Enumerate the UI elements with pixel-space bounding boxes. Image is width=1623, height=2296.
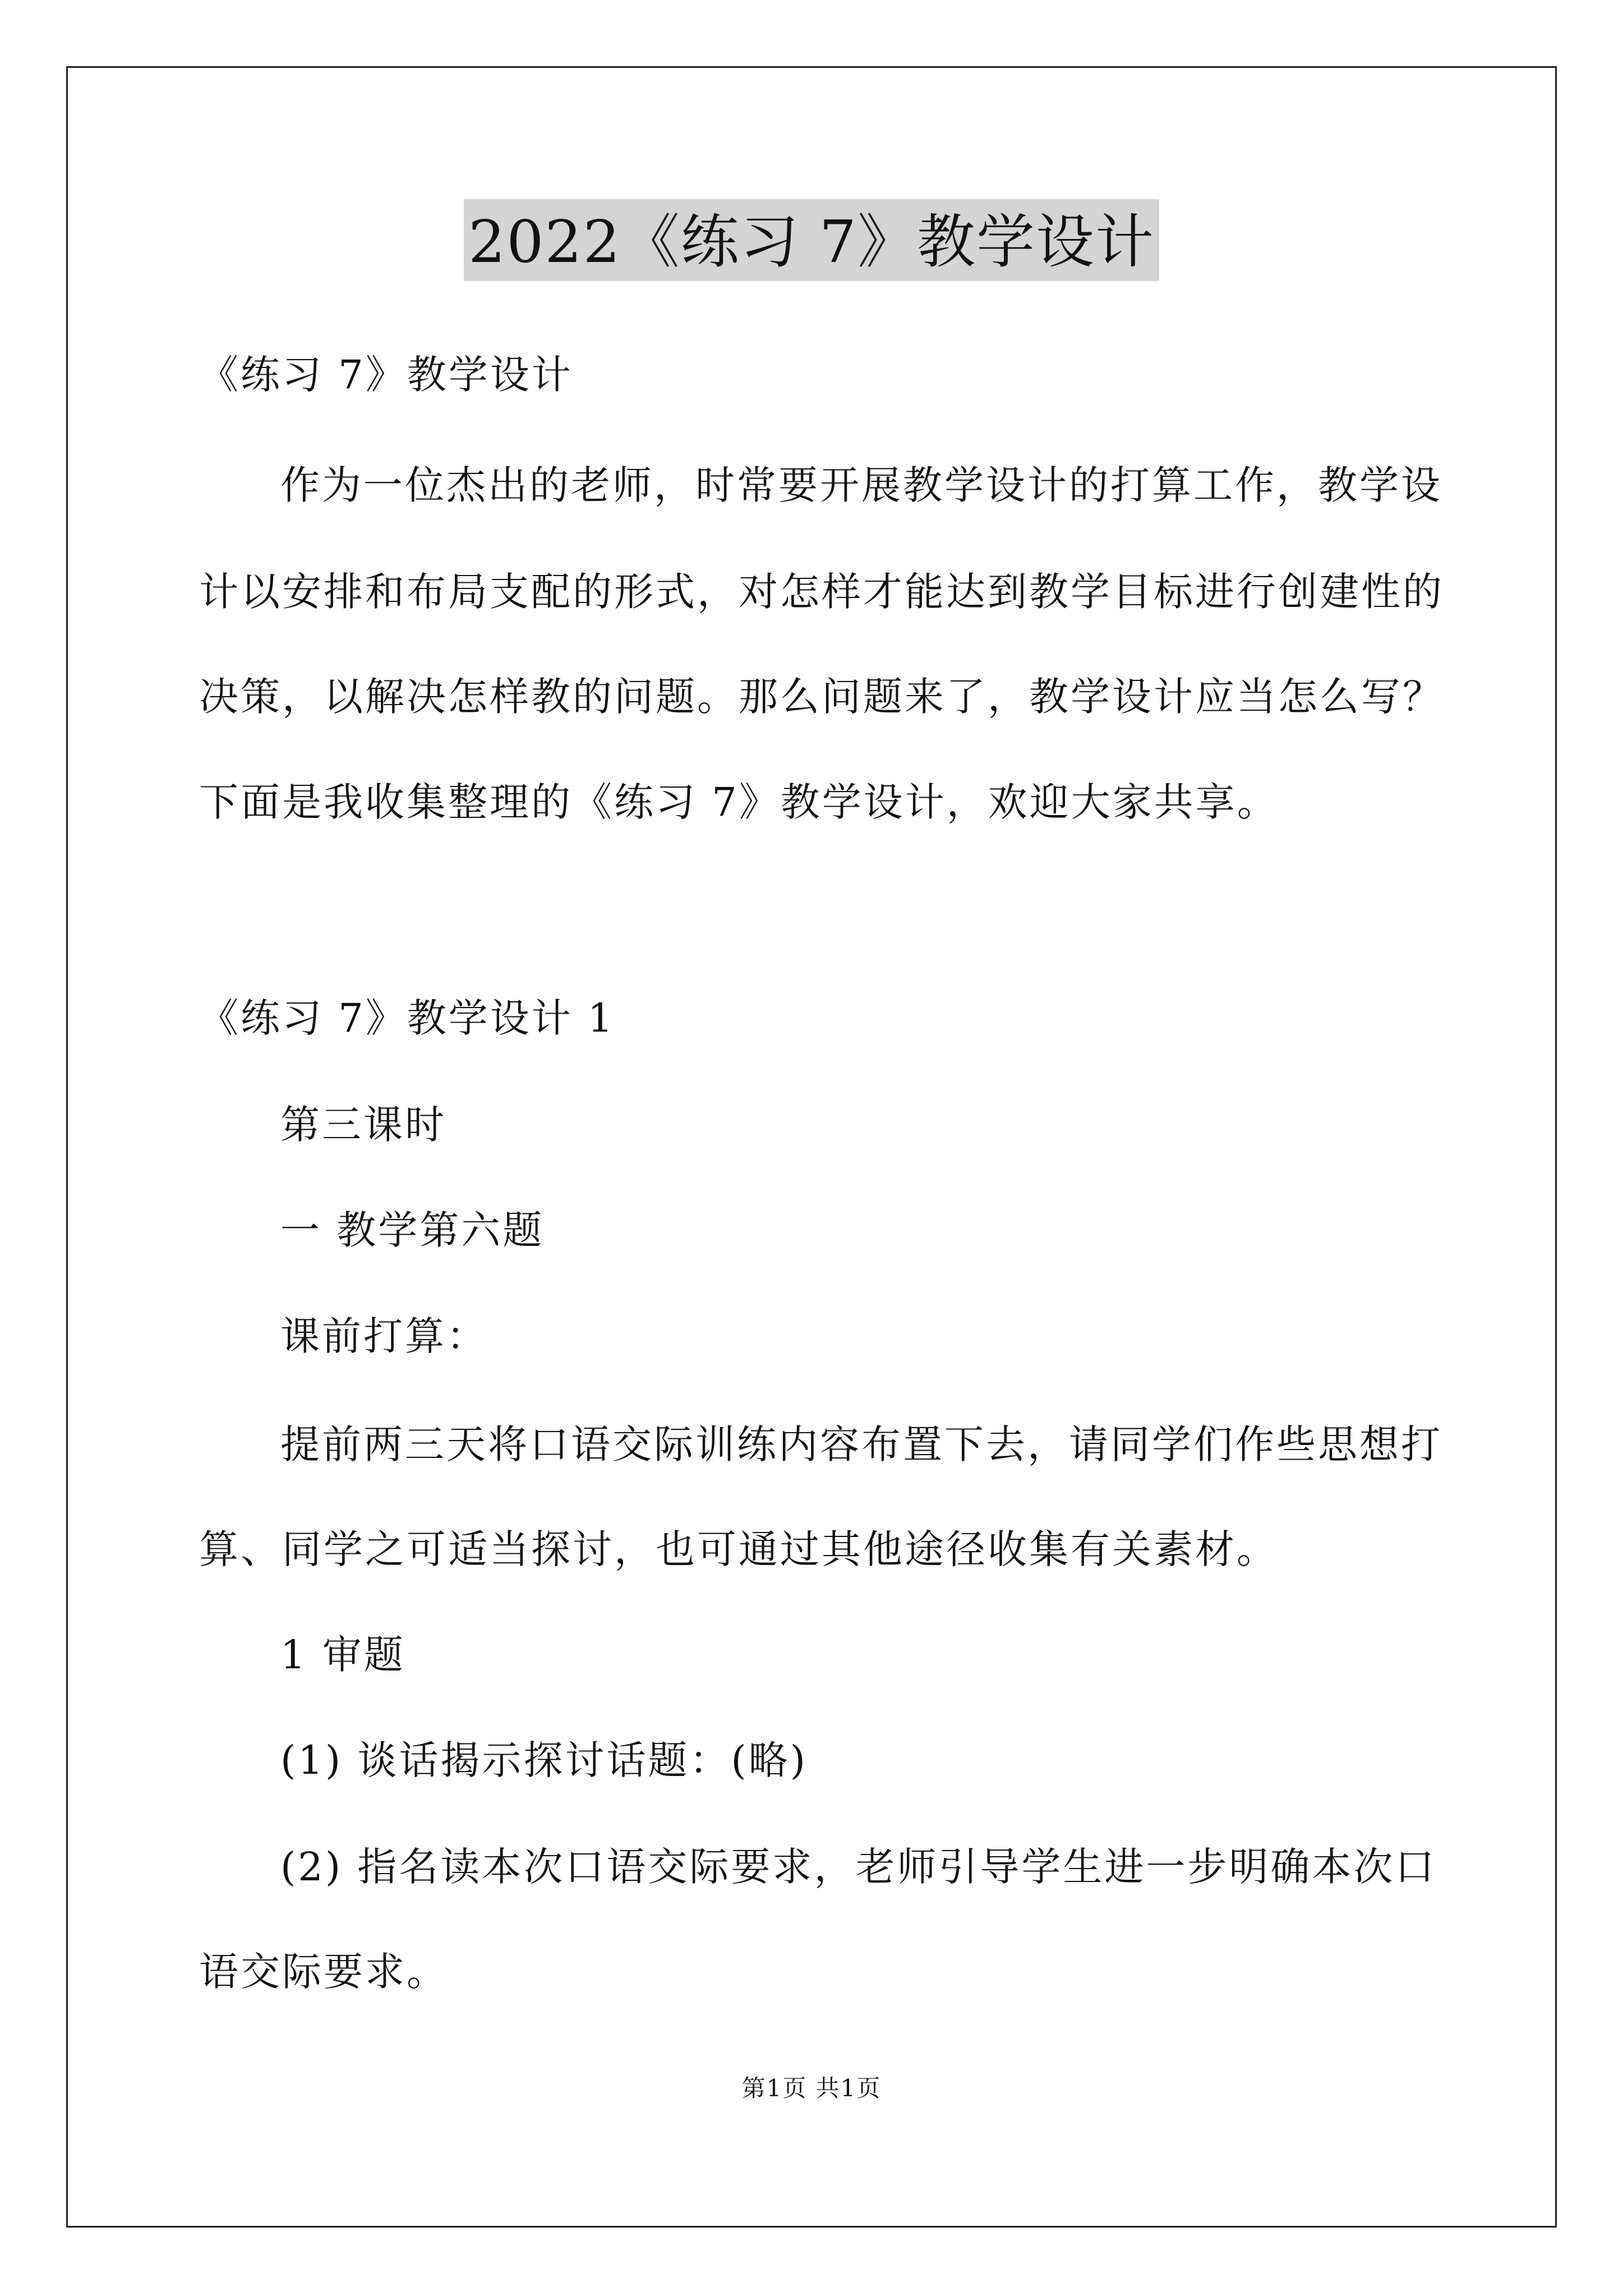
paragraph-line: (1) 谈话揭示探讨话题：(略) bbox=[280, 1737, 808, 1783]
document-title: 2022《练习 7》教学设计 bbox=[464, 199, 1159, 281]
paragraph-line: 语交际要求。 bbox=[199, 1949, 448, 1995]
page-footer: 第1页 共1页 bbox=[741, 2074, 882, 2102]
paragraph-line: 作为一位杰出的老师，时常要开展教学设计的打算工作，教学设 bbox=[280, 462, 1442, 508]
subtitle-line: 《练习 7》教学设计 bbox=[199, 352, 573, 398]
paragraph-line: 下面是我收集整理的《练习 7》教学设计，欢迎大家共享。 bbox=[199, 779, 1279, 825]
paragraph-line: 课前打算： bbox=[280, 1313, 488, 1359]
paragraph-line: 决策，以解决怎样教的问题。那么问题来了，教学设计应当怎么写？ bbox=[199, 674, 1444, 720]
paragraph-line: 计以安排和布局支配的形式，对怎样才能达到教学目标进行创建性的 bbox=[199, 569, 1444, 615]
paragraph-line: 提前两三天将口语交际训练内容布置下去，请同学们作些思想打 bbox=[280, 1421, 1442, 1467]
section-heading: 《练习 7》教学设计 1 bbox=[199, 995, 615, 1041]
paragraph-line: (2) 指名读本次口语交际要求，老师引导学生进一步明确本次口 bbox=[280, 1844, 1437, 1890]
paragraph-line: 第三课时 bbox=[280, 1102, 446, 1148]
title-container bbox=[0, 199, 1623, 281]
paragraph-line: 算、同学之可适当探讨，也可通过其他途径收集有关素材。 bbox=[199, 1526, 1278, 1572]
paragraph-line: 1 审题 bbox=[280, 1632, 405, 1678]
paragraph-line: 一 教学第六题 bbox=[280, 1207, 545, 1253]
